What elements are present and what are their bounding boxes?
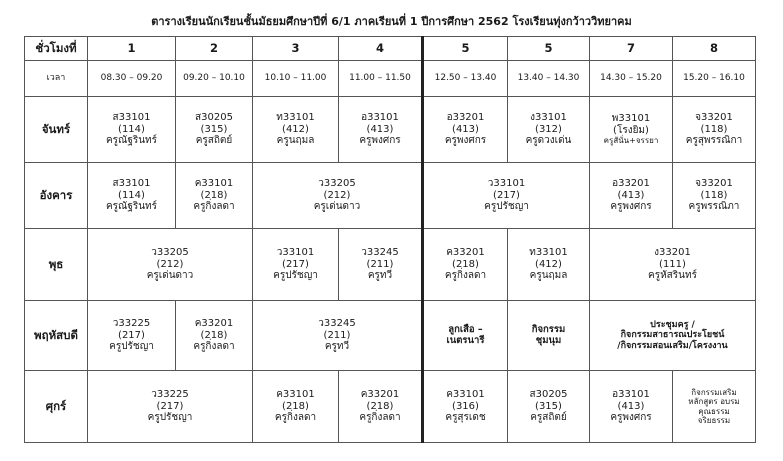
club-activity-cell bbox=[508, 301, 590, 371]
room: (315) bbox=[200, 123, 228, 135]
activity-line: เนตรนารี bbox=[446, 334, 485, 346]
extra-activity-cell bbox=[673, 371, 756, 443]
room: (212) bbox=[156, 258, 184, 270]
teacher: ครูสันั่น+จรรยา bbox=[603, 136, 659, 146]
room: (217) bbox=[282, 258, 309, 270]
teacher: ครูพงศกร bbox=[610, 201, 652, 213]
teacher: ครูปรัชญา bbox=[109, 341, 154, 353]
room: (218) bbox=[200, 329, 228, 341]
class-cell bbox=[423, 229, 508, 301]
room: (218) bbox=[452, 258, 479, 270]
class-cell bbox=[88, 301, 176, 371]
hours-label: ชั่วโมงที่ bbox=[25, 37, 88, 61]
teacher: ครูหัสรินทร์ bbox=[648, 270, 697, 282]
teacher: ครูพรรณิภา bbox=[688, 201, 740, 213]
scout-activity-cell bbox=[423, 301, 508, 371]
class-cell bbox=[423, 371, 508, 443]
teacher: ครูกิ่งลดา bbox=[274, 412, 317, 424]
class-cell bbox=[423, 163, 590, 229]
teacher: ครูณัฐรินทร์ bbox=[105, 201, 158, 213]
class-cell bbox=[253, 163, 423, 229]
period-number: 5 bbox=[423, 37, 508, 61]
room: (412) bbox=[535, 258, 562, 270]
teacher: ครูสถิตย์ bbox=[195, 135, 233, 147]
subject-code: ว33245 bbox=[361, 247, 399, 259]
room: (412) bbox=[282, 123, 309, 135]
activity-line: กิจกรรม bbox=[531, 323, 566, 335]
teacher-meeting-activity-cell bbox=[590, 301, 756, 371]
class-cell bbox=[590, 163, 673, 229]
time-row bbox=[25, 61, 756, 97]
subject-code: อ33201 bbox=[446, 112, 485, 124]
room: (โรงยิม) bbox=[613, 124, 649, 136]
class-cell bbox=[590, 97, 673, 163]
activity-line: คุณธรรม bbox=[698, 406, 730, 416]
day-row-friday bbox=[25, 371, 756, 443]
period-time: 08.30 – 09.20 bbox=[88, 61, 176, 97]
period-number: 8 bbox=[673, 37, 756, 61]
teacher: ครูปรัชญา bbox=[484, 201, 529, 213]
subject-code: ค33101 bbox=[446, 389, 485, 401]
class-cell bbox=[176, 97, 253, 163]
class-cell bbox=[590, 371, 673, 443]
teacher: ครูพงศกร bbox=[359, 135, 401, 147]
time-label: เวลา bbox=[25, 61, 88, 97]
subject-code: อ33201 bbox=[612, 178, 650, 190]
period-number: 2 bbox=[176, 37, 253, 61]
room: (218) bbox=[200, 189, 228, 201]
activity-line: ลูกเสือ – bbox=[448, 323, 483, 335]
subject-code: ค33201 bbox=[360, 389, 400, 401]
room: (211) bbox=[366, 258, 394, 270]
period-number: 3 bbox=[253, 37, 339, 61]
teacher: ครูปรัชญา bbox=[147, 412, 193, 424]
teacher: ครูณัฐรินทร์ bbox=[105, 135, 158, 147]
subject-code: ส30205 bbox=[529, 389, 568, 401]
teacher: ครูทวี bbox=[324, 341, 350, 353]
day-row-wednesday bbox=[25, 229, 756, 301]
day-row-tuesday bbox=[25, 163, 756, 229]
teacher: ครูทวี bbox=[367, 270, 393, 282]
teacher: ครูนฤมล bbox=[276, 135, 315, 147]
room: (111) bbox=[659, 258, 686, 270]
class-cell bbox=[176, 163, 253, 229]
room: (212) bbox=[323, 189, 351, 201]
class-cell bbox=[253, 301, 423, 371]
subject-code: ส30205 bbox=[195, 112, 233, 124]
class-cell bbox=[508, 97, 590, 163]
teacher: ครูนฤมล bbox=[529, 270, 568, 282]
period-time: 12.50 – 13.40 bbox=[423, 61, 508, 97]
period-time: 14.30 – 15.20 bbox=[590, 61, 673, 97]
teacher: ครูสถิตย์ bbox=[530, 412, 567, 424]
class-cell bbox=[339, 371, 423, 443]
teacher: ครูสุรเดช bbox=[445, 412, 486, 424]
subject-code: ท33101 bbox=[276, 112, 315, 124]
subject-code: ว33205 bbox=[151, 247, 189, 259]
class-cell bbox=[253, 229, 339, 301]
activity-line: กิจกรรมเสริม bbox=[691, 388, 737, 398]
room: (118) bbox=[700, 123, 728, 135]
subject-code: ว33245 bbox=[318, 318, 356, 330]
room: (217) bbox=[118, 329, 145, 341]
room: (217) bbox=[156, 400, 184, 412]
subject-code: ว33225 bbox=[112, 318, 151, 330]
activity-line: ชุมนุม bbox=[535, 334, 562, 346]
class-cell bbox=[253, 97, 339, 163]
day-row-monday bbox=[25, 97, 756, 163]
room: (413) bbox=[452, 123, 479, 135]
class-cell bbox=[88, 229, 253, 301]
teacher: ครูกิ่งลดา bbox=[193, 341, 235, 353]
class-cell bbox=[673, 97, 756, 163]
day-row-thursday bbox=[25, 301, 756, 371]
day-name: พุธ bbox=[25, 229, 88, 301]
teacher: ครูเด่นดาว bbox=[146, 270, 194, 282]
room: (217) bbox=[493, 189, 520, 201]
period-time: 10.10 – 11.00 bbox=[253, 61, 339, 97]
subject-code: อ33101 bbox=[361, 112, 399, 124]
activity-line: ประชุมครู / bbox=[650, 319, 695, 330]
teacher: ครูพงศกร bbox=[610, 412, 652, 424]
room: (211) bbox=[323, 329, 351, 341]
subject-code: ท33101 bbox=[529, 247, 568, 259]
room: (118) bbox=[700, 189, 728, 201]
class-cell bbox=[88, 97, 176, 163]
class-cell bbox=[590, 229, 756, 301]
room: (413) bbox=[617, 189, 645, 201]
subject-code: ว33101 bbox=[487, 178, 526, 190]
class-cell bbox=[339, 97, 423, 163]
subject-code: อ33101 bbox=[612, 389, 650, 401]
subject-code: จ33201 bbox=[695, 178, 733, 190]
subject-code: ว33101 bbox=[276, 247, 315, 259]
class-cell bbox=[673, 163, 756, 229]
page-title: ตารางเรียนนักเรียนชั้นมัธยมศึกษาปีที่ 6/1 ภาคเรียนที่ 1 ปีการศึกษา 2562 โรงเรียนทุ่งกว้าววิทยาคม bbox=[151, 15, 632, 28]
subject-code: ว33225 bbox=[151, 389, 189, 401]
room: (413) bbox=[617, 400, 645, 412]
period-number: 7 bbox=[590, 37, 673, 61]
period-time: 15.20 – 16.10 bbox=[673, 61, 756, 97]
teacher: ครูกิ่งลดา bbox=[444, 270, 487, 282]
subject-code: ค33201 bbox=[446, 247, 485, 259]
period-time: 09.20 – 10.10 bbox=[176, 61, 253, 97]
period-number: 5 bbox=[508, 37, 590, 61]
timetable bbox=[24, 36, 756, 443]
teacher: ครูเด่นดาว bbox=[313, 201, 361, 213]
class-cell bbox=[88, 371, 253, 443]
activity-line: จริยธรรม bbox=[697, 415, 731, 425]
teacher: ครูกิ่งลดา bbox=[359, 412, 401, 424]
class-cell bbox=[253, 371, 339, 443]
subject-code: ง33201 bbox=[654, 247, 691, 259]
activity-line: กิจกรรมสาธารณประโยชน์ bbox=[620, 330, 725, 341]
day-name: อังคาร bbox=[25, 163, 88, 229]
teacher: ครูดวงเด่น bbox=[525, 135, 572, 147]
period-time: 11.00 – 11.50 bbox=[339, 61, 423, 97]
activity-line: /กิจกรรมสอนเสริม/โครงงาน bbox=[617, 340, 728, 351]
subject-code: ส33101 bbox=[112, 178, 151, 190]
subject-code: ค33101 bbox=[276, 389, 315, 401]
class-cell bbox=[88, 163, 176, 229]
class-cell bbox=[176, 301, 253, 371]
subject-code: ง33101 bbox=[530, 112, 567, 124]
room: (316) bbox=[452, 400, 479, 412]
room: (114) bbox=[118, 123, 145, 135]
period-time: 13.40 – 14.30 bbox=[508, 61, 590, 97]
subject-code: จ33201 bbox=[695, 112, 733, 124]
teacher: ครูพงศกร bbox=[444, 135, 487, 147]
room: (315) bbox=[535, 400, 562, 412]
subject-code: พ33101 bbox=[611, 113, 651, 125]
subject-code: ส33101 bbox=[112, 112, 151, 124]
subject-code: ว33205 bbox=[318, 178, 356, 190]
day-name: พฤหัสบดี bbox=[25, 301, 88, 371]
room: (114) bbox=[118, 189, 145, 201]
subject-code: ค33201 bbox=[194, 318, 234, 330]
teacher: ครูกิ่งลดา bbox=[193, 201, 235, 213]
day-name: จันทร์ bbox=[25, 97, 88, 163]
room: (218) bbox=[282, 400, 309, 412]
class-cell bbox=[508, 371, 590, 443]
subject-code: ค33101 bbox=[194, 178, 234, 190]
class-cell bbox=[508, 229, 590, 301]
room: (413) bbox=[366, 123, 394, 135]
day-name: ศุกร์ bbox=[25, 371, 88, 443]
activity-line: หลักสูตร อบรม bbox=[688, 397, 740, 407]
room: (218) bbox=[366, 400, 394, 412]
room: (312) bbox=[535, 123, 562, 135]
period-row bbox=[25, 37, 756, 61]
teacher: ครูปรัชญา bbox=[273, 270, 318, 282]
period-number: 1 bbox=[88, 37, 176, 61]
teacher: ครูสุพรรณิกา bbox=[685, 135, 743, 147]
class-cell bbox=[339, 229, 423, 301]
class-cell bbox=[423, 97, 508, 163]
period-number: 4 bbox=[339, 37, 423, 61]
